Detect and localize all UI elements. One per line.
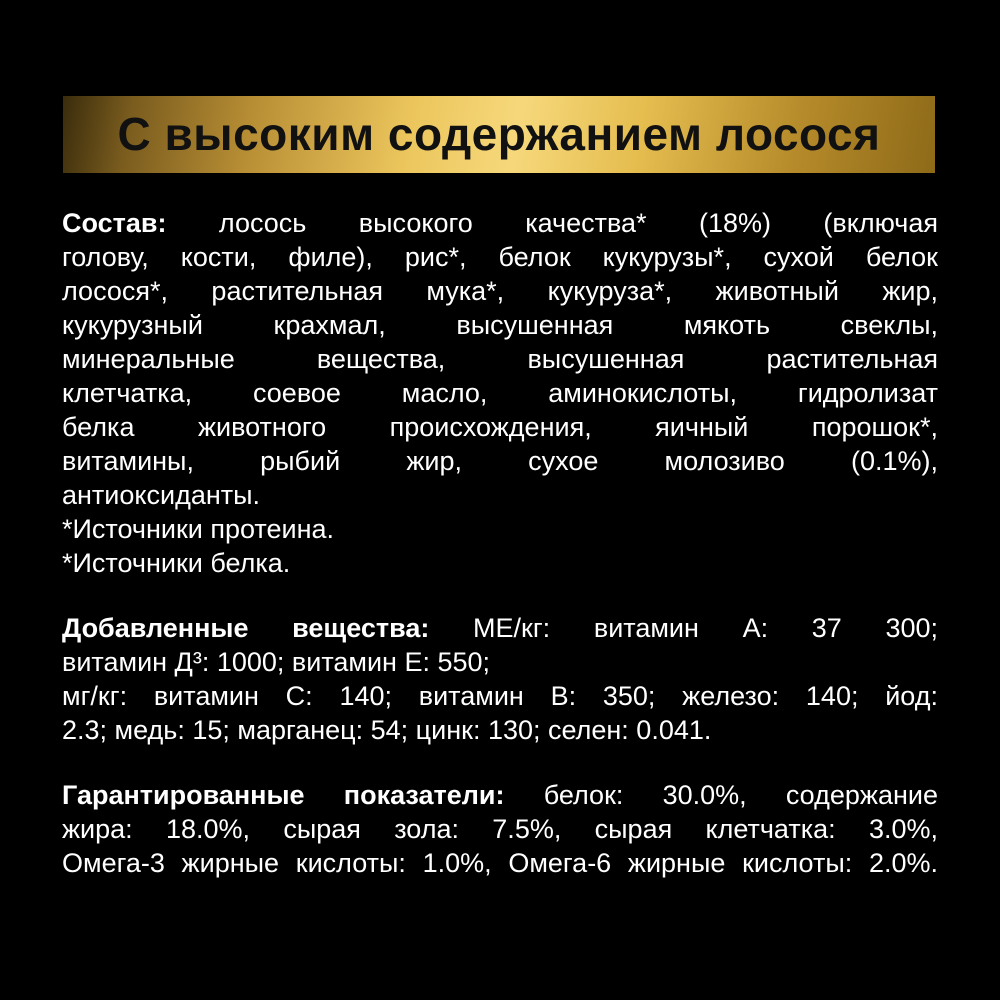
- text-line: Омега-3 жирные кислоты: 1.0%, Омега-6 жирные кислоты: 2.0%.: [62, 848, 938, 878]
- section-heading: Состав:: [62, 208, 167, 238]
- text-line: белка животного происхождения, яичный порошок*,: [62, 412, 938, 442]
- section-heading: Гарантированные показатели:: [62, 780, 505, 810]
- text-line: Добавленные вещества: МЕ/кг: витамин А: 37 300;: [62, 613, 939, 643]
- text-line: голову, кости, филе), рис*, белок кукурузы*, сухой белок: [62, 242, 938, 272]
- text-line: витамины, рыбий жир, сухое молозиво (0.1%),: [62, 446, 938, 476]
- text-line: Состав: лосось высокого качества* (18%) (включая: [62, 208, 938, 238]
- section-heading: Добавленные вещества:: [62, 613, 430, 643]
- text-line: антиоксиданты.: [62, 480, 261, 510]
- text-line: мг/кг: витамин С: 140; витамин В: 350; железо: 140; йод:: [62, 681, 938, 711]
- text-line: минеральные вещества, высушенная растительная: [62, 344, 938, 374]
- text-line: 2.3; медь: 15; марганец: 54; цинк: 130; селен: 0.041.: [62, 715, 712, 745]
- text-line: клетчатка, соевое масло, аминокислоты, гидролизат: [62, 378, 938, 408]
- text-line: *Источники протеина.: [62, 514, 335, 544]
- label-text: [62, 206, 938, 880]
- banner-title: С высоким содержанием лосося: [117, 107, 881, 160]
- section-composition: [62, 206, 938, 580]
- section-additives: [62, 611, 938, 747]
- text-line: жира: 18.0%, сырая зола: 7.5%, сырая клетчатка: 3.0%,: [62, 814, 938, 844]
- text-line: кукурузный крахмал, высушенная мякоть свеклы,: [62, 310, 938, 340]
- text-line: *Источники белка.: [62, 548, 291, 578]
- text-line: витамин Д³: 1000; витамин Е: 550;: [62, 647, 491, 677]
- gold-banner: [63, 96, 935, 173]
- section-guaranteed: [62, 778, 938, 880]
- text-line: лосося*, растительная мука*, кукуруза*, животный жир,: [62, 276, 938, 306]
- text-line: Гарантированные показатели: белок: 30.0%, содержание: [62, 780, 938, 810]
